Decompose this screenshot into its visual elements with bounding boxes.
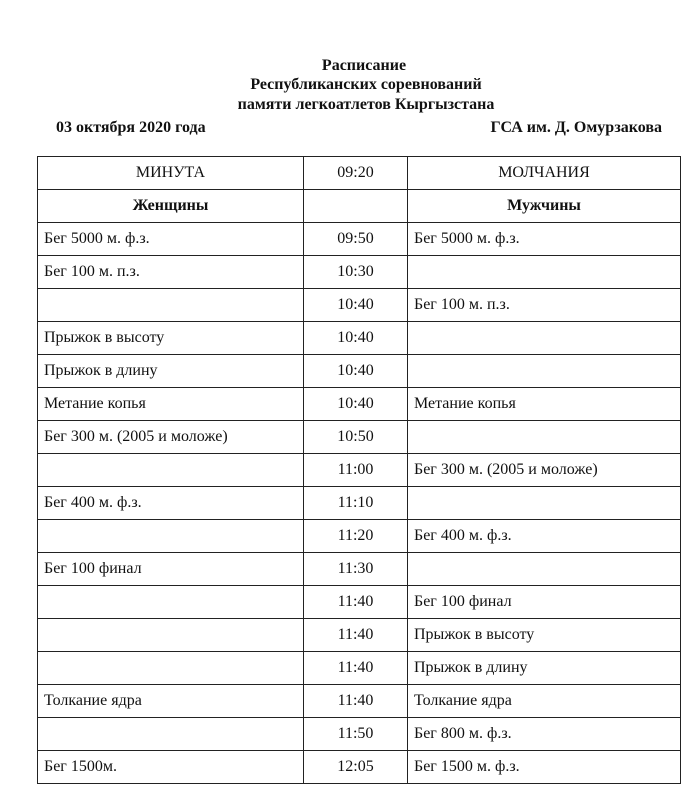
schedule-row xyxy=(38,718,681,751)
time-cell: 11:40 xyxy=(304,619,408,652)
time-cell: 11:20 xyxy=(304,520,408,553)
men-event-cell: Прыжок в высоту xyxy=(408,619,681,652)
men-event-cell: Бег 800 м. ф.з. xyxy=(408,718,681,751)
men-event-cell xyxy=(408,322,681,355)
men-event-cell xyxy=(408,553,681,586)
men-event-cell: Бег 100 финал xyxy=(408,586,681,619)
women-event-cell xyxy=(38,289,304,322)
document-subtitle-line3: памяти легкоатлетов Кыргызстана xyxy=(237,96,495,113)
men-event-cell: Бег 1500 м. ф.з. xyxy=(408,751,681,784)
time-cell: 10:40 xyxy=(304,289,408,322)
event-date: 03 октября 2020 года xyxy=(56,119,206,136)
time-cell: 11:40 xyxy=(304,685,408,718)
time-header xyxy=(304,190,408,223)
women-event-cell xyxy=(38,520,304,553)
schedule-row xyxy=(38,685,681,718)
time-cell: 10:40 xyxy=(304,355,408,388)
men-event-cell: Бег 400 м. ф.з. xyxy=(408,520,681,553)
time-cell: 10:40 xyxy=(304,388,408,421)
women-event-cell xyxy=(38,586,304,619)
women-event-cell: Бег 100 м. п.з. xyxy=(38,256,304,289)
schedule-row xyxy=(38,652,681,685)
women-event-cell: Бег 300 м. (2005 и моложе) xyxy=(38,421,304,454)
women-event-cell: Бег 100 финал xyxy=(38,553,304,586)
schedule-row xyxy=(38,223,681,256)
men-event-cell xyxy=(408,487,681,520)
time-cell: 10:50 xyxy=(304,421,408,454)
minute-of-silence-row xyxy=(38,157,681,190)
men-event-cell xyxy=(408,421,681,454)
women-header: Женщины xyxy=(38,190,304,223)
women-event-cell xyxy=(38,718,304,751)
women-event-cell: Бег 1500м. xyxy=(38,751,304,784)
schedule-row xyxy=(38,388,681,421)
time-cell: 11:30 xyxy=(304,553,408,586)
men-event-cell: Метание копья xyxy=(408,388,681,421)
women-event-cell: Бег 5000 м. ф.з. xyxy=(38,223,304,256)
event-venue: ГСА им. Д. Омурзакова xyxy=(490,119,662,136)
time-cell: 11:10 xyxy=(304,487,408,520)
men-event-cell: Бег 5000 м. ф.з. xyxy=(408,223,681,256)
schedule-row xyxy=(38,520,681,553)
minute-right-cell: МОЛЧАНИЯ xyxy=(408,157,681,190)
schedule-body xyxy=(38,157,681,784)
women-event-cell: Толкание ядра xyxy=(38,685,304,718)
schedule-row xyxy=(38,355,681,388)
time-cell: 11:40 xyxy=(304,586,408,619)
minute-time-cell: 09:20 xyxy=(304,157,408,190)
schedule-row xyxy=(38,289,681,322)
men-event-cell xyxy=(408,355,681,388)
women-event-cell: Прыжок в длину xyxy=(38,355,304,388)
gender-header-row xyxy=(38,190,681,223)
women-event-cell xyxy=(38,652,304,685)
time-cell: 11:40 xyxy=(304,652,408,685)
document-title: Расписание xyxy=(321,57,407,74)
men-header: Мужчины xyxy=(408,190,681,223)
schedule-row xyxy=(38,751,681,784)
time-cell: 12:05 xyxy=(304,751,408,784)
schedule-row xyxy=(38,322,681,355)
time-cell: 11:50 xyxy=(304,718,408,751)
schedule-table xyxy=(37,156,681,784)
time-cell: 11:00 xyxy=(304,454,408,487)
schedule-row xyxy=(38,619,681,652)
women-event-cell xyxy=(38,454,304,487)
minute-left-cell: МИНУТА xyxy=(38,157,304,190)
document-subtitle: Республиканских соревнований xyxy=(250,76,482,93)
schedule-row xyxy=(38,256,681,289)
women-event-cell: Метание копья xyxy=(38,388,304,421)
women-event-cell: Бег 400 м. ф.з. xyxy=(38,487,304,520)
schedule-row xyxy=(38,553,681,586)
schedule-row xyxy=(38,487,681,520)
men-event-cell xyxy=(408,256,681,289)
schedule-row xyxy=(38,454,681,487)
time-cell: 09:50 xyxy=(304,223,408,256)
schedule-row xyxy=(38,586,681,619)
time-cell: 10:30 xyxy=(304,256,408,289)
men-event-cell: Прыжок в длину xyxy=(408,652,681,685)
men-event-cell: Бег 300 м. (2005 и моложе) xyxy=(408,454,681,487)
women-event-cell xyxy=(38,619,304,652)
men-event-cell: Толкание ядра xyxy=(408,685,681,718)
men-event-cell: Бег 100 м. п.з. xyxy=(408,289,681,322)
women-event-cell: Прыжок в высоту xyxy=(38,322,304,355)
time-cell: 10:40 xyxy=(304,322,408,355)
schedule-row xyxy=(38,421,681,454)
